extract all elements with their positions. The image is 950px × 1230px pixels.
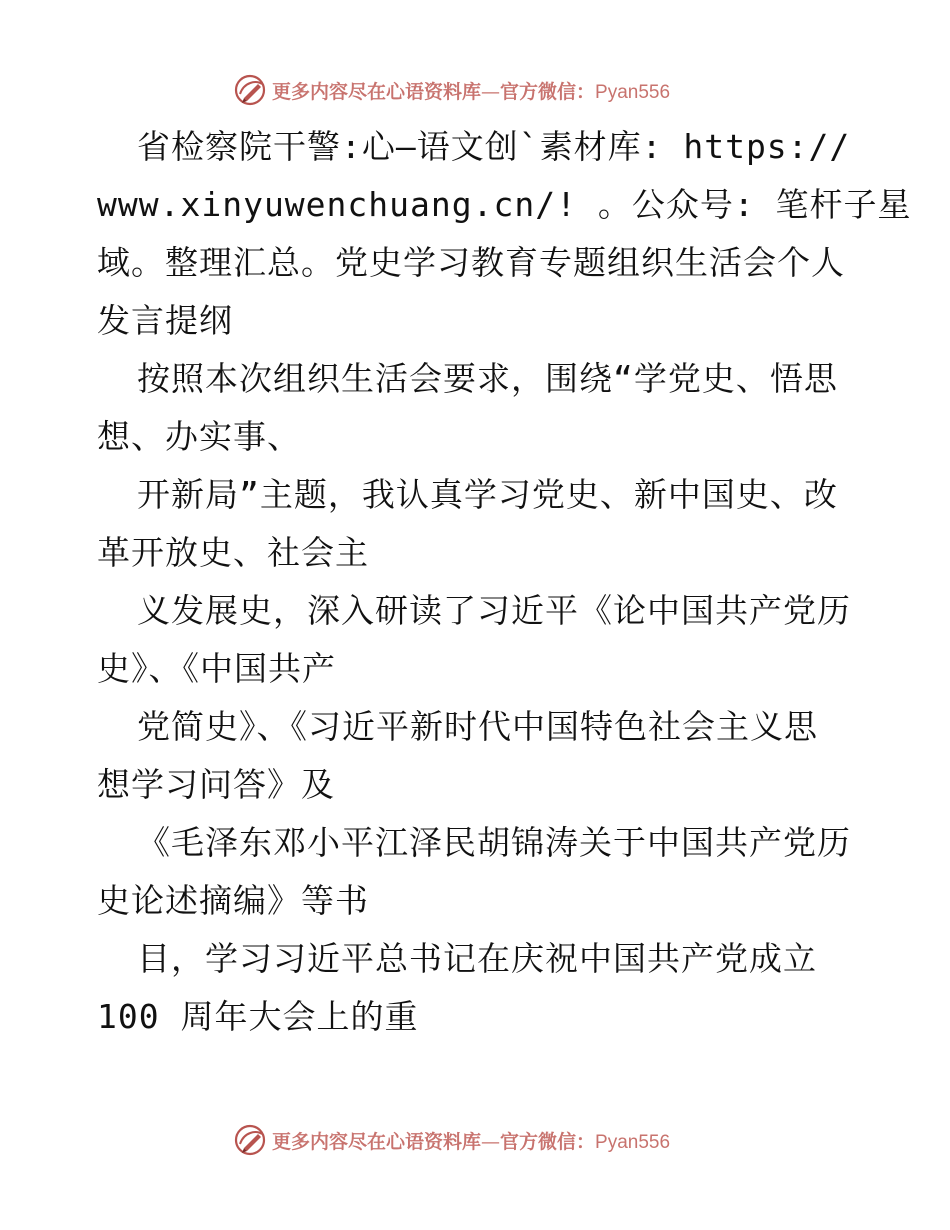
banner-text: 更多内容尽在心语资料库—官方微信：Pyan556 (272, 1130, 671, 1153)
text-line: 想学习问答》及 (97, 765, 335, 804)
banner-text: 更多内容尽在心语资料库—官方微信：Pyan556 (272, 80, 671, 103)
document-body (97, 118, 912, 1046)
text-line: 史论述摘编》等书 (97, 881, 369, 920)
text-line: 党简史》、《习近平新时代中国特色社会主义思 (137, 707, 818, 746)
text-line: 域。整理汇总。党史学习教育专题组织生活会个人 (97, 243, 845, 282)
text-line: 史》、《中国共产 (97, 649, 336, 688)
text-line: 按照本次组织生活会要求，围绕“学党史、悟思 (137, 359, 838, 398)
text-line: 义发展史，深入研读了习近平《论中国共产党历 (137, 591, 851, 630)
text-line: 目，学习习近平总书记在庆祝中国共产党成立 (137, 939, 817, 978)
text-line: 开新局”主题，我认真学习党史、新中国史、改 (137, 475, 838, 514)
header-banner (232, 70, 752, 110)
text-line: 省检察院干警:心—语文创`素材库: https:// (137, 127, 851, 166)
text-line: 想、办实事、 (97, 417, 301, 456)
text-line: www.xinyuwenchuang.cn/! 。公众号: 笔杆子星 (97, 185, 912, 224)
text-line: 《毛泽东邓小平江泽民胡锦涛关于中国共产党历 (137, 823, 851, 862)
text-line: 发言提纲 (97, 301, 233, 340)
text-line: 革开放史、社会主 (97, 533, 369, 572)
text-line: 100 周年大会上的重 (97, 997, 419, 1036)
red-pen-circle-logo-icon (232, 1122, 268, 1158)
red-pen-circle-logo-icon (232, 72, 268, 108)
footer-banner (232, 1120, 752, 1160)
